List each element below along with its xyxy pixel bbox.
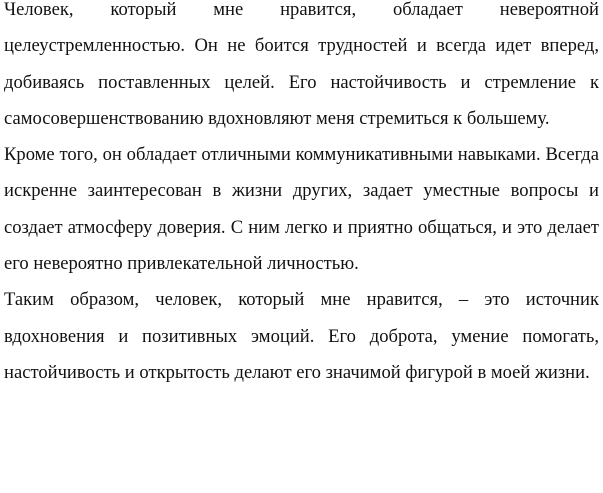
paragraph-2: Кроме того, он обладает отличными коммуникативными навыками. Всегда искренне заинтересован в жизни других, задает уместные вопросы и создает атмосферу доверия. С ним легко и приятно общаться, и это делает его невероятно привлекательной личностью. (4, 144, 599, 275)
paragraph-1: Человек, который мне нравится, обладает невероятной целеустремленностью. Он не боится трудностей и всегда идет вперед, добиваясь поставленных целей. Его настойчивость и стремление к самосовершенствованию вдохновляют меня стремиться к большему. (4, 0, 599, 129)
paragraph-3: Таким образом, человек, который мне нравится, – это источник вдохновения и позитивных эмоций. Его доброта, умение помогать, настойчивость и открытость делают его значимой фигурой в моей жизни. (4, 289, 599, 383)
